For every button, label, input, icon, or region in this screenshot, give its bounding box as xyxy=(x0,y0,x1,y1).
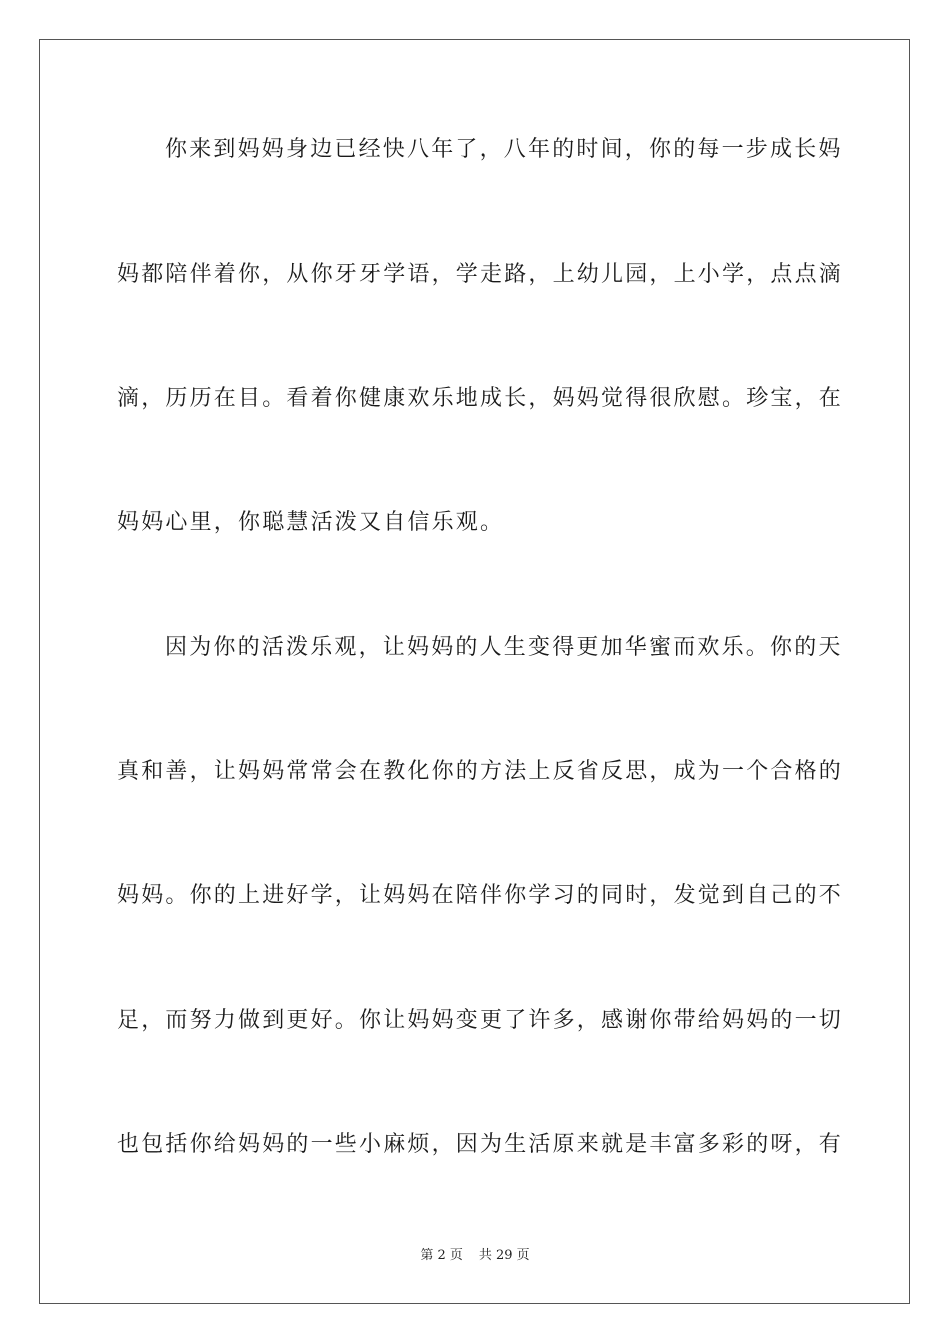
text-line: 因为你的活泼乐观，让妈妈的人生变得更加华蜜而欢乐。你的天 xyxy=(165,635,843,660)
text-line: 也包括你给妈妈的一些小麻烦，因为生活原来就是丰富多彩的呀，有 xyxy=(117,1132,844,1157)
page-number: 第 2 页 xyxy=(420,1248,463,1263)
page-total: 共 29 页 xyxy=(478,1248,530,1263)
text-line: 真和善，让妈妈常常会在教化你的方法上反省反思，成为一个合格的 xyxy=(117,759,844,784)
text-line: 你来到妈妈身边已经快八年了，八年的时间，你的每一步成长妈 xyxy=(165,137,843,162)
text-line: 妈都陪伴着你，从你牙牙学语，学走路，上幼儿园，上小学，点点滴 xyxy=(117,262,844,287)
text-line: 妈妈心里，你聪慧活泼又自信乐观。 xyxy=(117,510,505,535)
text-line: 妈妈。你的上进好学，让妈妈在陪伴你学习的同时，发觉到自己的不 xyxy=(117,883,844,908)
text-line: 足，而努力做到更好。你让妈妈变更了许多，感谢你带给妈妈的一切 xyxy=(117,1008,844,1033)
page-footer xyxy=(0,1248,950,1264)
page-border xyxy=(39,39,910,1304)
text-line: 滴，历历在目。看着你健康欢乐地成长，妈妈觉得很欣慰。珍宝，在 xyxy=(117,386,844,411)
